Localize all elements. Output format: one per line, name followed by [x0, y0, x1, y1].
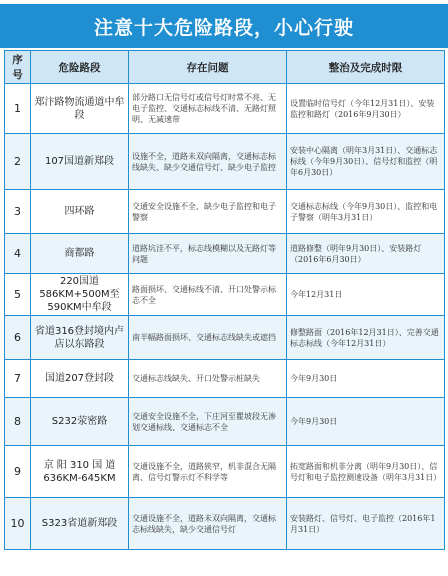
row-issue: 道路坑洼不平，标志线模糊以及无路灯等问题 — [129, 234, 287, 274]
danger-road-table — [4, 50, 445, 550]
row-issue: 交通设施不全，道路未双向隔离，交通标志标线缺失，缺少交通信号灯 — [129, 498, 287, 550]
row-index: 9 — [5, 446, 31, 498]
row-road: 国道207登封段 — [31, 360, 129, 398]
row-plan: 今年9月30日 — [287, 360, 445, 398]
row-issue: 交通安全设施不全，下庄河至瞿坡段无渗划交通标线、交通标志不全 — [129, 398, 287, 446]
table-row — [5, 190, 445, 234]
row-issue: 部分路口无信号灯或信号灯时常不亮、无电子监控、交通标志标线不清、无路灯照明、无减速带 — [129, 84, 287, 134]
row-index: 5 — [5, 274, 31, 316]
row-plan: 今年12月31日 — [287, 274, 445, 316]
table-row — [5, 498, 445, 550]
row-index: 8 — [5, 398, 31, 446]
table-row — [5, 274, 445, 316]
table-row — [5, 316, 445, 360]
row-road: 省道316登封境内卢店以东路段 — [31, 316, 129, 360]
header-issue: 存在问题 — [129, 51, 287, 84]
row-plan: 拓宽路面和机非分离（明年9月30日）、信号灯和电子监控测速设备（明年3月31日） — [287, 446, 445, 498]
header-road: 危险路段 — [31, 51, 129, 84]
page-title: 注意十大危险路段，小心行驶 — [93, 16, 354, 39]
row-plan: 道路修整（明年9月30日）、安装路灯（2016年6月30日） — [287, 234, 445, 274]
row-road: 郑汴路物流通道中牟段 — [31, 84, 129, 134]
row-issue: 交通设施不全，道路狭窄，机非混合无隔离、信号灯警示灯不科学等 — [129, 446, 287, 498]
row-plan: 交通标志标线（今年9月30日）、监控和电子警察（明年3月31日） — [287, 190, 445, 234]
header-plan: 整治及完成时限 — [287, 51, 445, 84]
title-banner — [0, 4, 448, 48]
row-issue: 交通标志线缺失、开口处警示桩缺失 — [129, 360, 287, 398]
row-issue: 设施不全，道路未双向隔离，交通标志标线缺失、缺少交通信号灯、缺少电子监控 — [129, 134, 287, 190]
header-index: 序号 — [5, 51, 31, 84]
row-issue: 交通安全设施不全、缺少电子监控和电子警察 — [129, 190, 287, 234]
row-index: 2 — [5, 134, 31, 190]
row-plan: 安装路灯、信号灯、电子监控（2016年1月31日） — [287, 498, 445, 550]
table-row — [5, 84, 445, 134]
table-row — [5, 234, 445, 274]
row-index: 3 — [5, 190, 31, 234]
row-road: 京 阳 310 国 道 636KM-645KM — [31, 446, 129, 498]
row-index: 6 — [5, 316, 31, 360]
row-issue: 路面损坏、交通标线不清、开口处警示标志不全 — [129, 274, 287, 316]
row-plan: 修整路面（2016年12月31日）、完善交通标志标线（今年12月31日） — [287, 316, 445, 360]
row-road: S232荥密路 — [31, 398, 129, 446]
row-road: S323省道新郑段 — [31, 498, 129, 550]
row-index: 10 — [5, 498, 31, 550]
row-index: 1 — [5, 84, 31, 134]
row-plan: 设置临时信号灯（今年12月31日）、安装监控和路灯（2016年9月30日） — [287, 84, 445, 134]
row-road: 四环路 — [31, 190, 129, 234]
row-index: 7 — [5, 360, 31, 398]
table-row — [5, 134, 445, 190]
table-row — [5, 446, 445, 498]
table-row — [5, 398, 445, 446]
row-road: 商都路 — [31, 234, 129, 274]
row-road: 220国道586KM+500M至590KM中牟段 — [31, 274, 129, 316]
row-road: 107国道新郑段 — [31, 134, 129, 190]
row-plan: 安装中心隔离（明年3月31日）、交通标志标线（今年9月30日）、信号灯和监控（明年6月30日） — [287, 134, 445, 190]
row-issue: 南半幅路面损坏、交通标志线缺失或遮挡 — [129, 316, 287, 360]
row-plan: 今年9月30日 — [287, 398, 445, 446]
table-row — [5, 360, 445, 398]
row-index: 4 — [5, 234, 31, 274]
table-header-row — [5, 51, 445, 84]
